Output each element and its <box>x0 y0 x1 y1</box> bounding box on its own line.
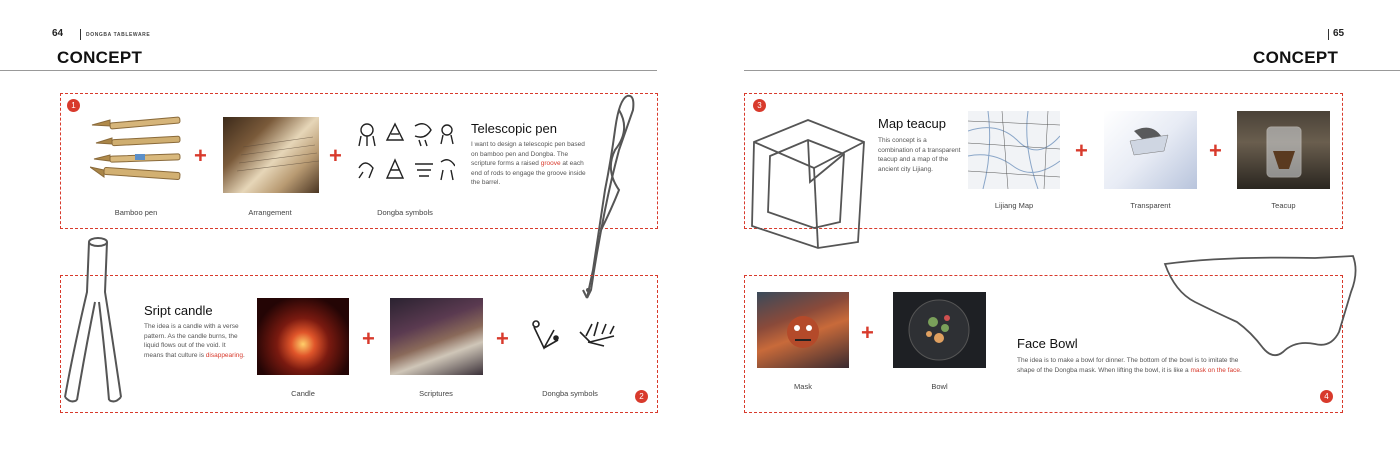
transparent-image <box>1104 111 1197 189</box>
mask-image <box>757 292 849 368</box>
bowl-image <box>893 292 986 368</box>
header-rule-left <box>0 70 657 71</box>
candle-sketch <box>55 232 125 407</box>
caption-bowl: Bowl <box>931 382 948 391</box>
concept-2-badge: 2 <box>635 390 648 403</box>
dongba-symbols-icon <box>355 120 455 190</box>
arrangement-image <box>223 117 319 193</box>
caption-dongba-symbols: Dongba symbols <box>542 389 598 398</box>
pen-band <box>135 154 145 160</box>
caption-mask: Mask <box>794 382 812 391</box>
header-divider <box>80 29 81 40</box>
plus-icon: + <box>1209 138 1222 163</box>
lijiang-map-image <box>968 111 1060 189</box>
concept-1-description: I want to design a telescopic pen based on bamboo pen and Dongba. The scripture forms a raised groove at each end of rods to engage the groove inside the barrel. <box>471 141 586 186</box>
caption-teacup: Teacup <box>1271 201 1296 210</box>
plus-icon: + <box>496 326 509 351</box>
bamboo-pen-image <box>90 112 185 192</box>
caption-bamboo-pen: Bamboo pen <box>114 208 158 217</box>
scriptures-image <box>390 298 483 375</box>
page-number-left: 64 <box>52 28 64 39</box>
plus-icon: + <box>1075 138 1088 163</box>
caption-scriptures: Scriptures <box>419 389 453 398</box>
running-head: DONGBA TABLEWARE <box>86 32 151 38</box>
concept-4-badge: 4 <box>1320 390 1333 403</box>
concept-4-description: The idea is to make a bowl for dinner. The bottom of the bowl is to imitate the shape of the Dongba mask. When lifting the bowl, it is like a mask on the face. <box>1017 357 1242 374</box>
concept-1-badge: 1 <box>67 99 80 112</box>
teacup-image <box>1237 111 1330 189</box>
concept-3-description: This concept is a combination of a transparent teacup and a map of the ancient city Lijiang. <box>878 137 961 173</box>
concept-1-title: Telescopic pen <box>471 121 557 136</box>
concept-2-description: The idea is a candle with a verse pattern. As the candle burns, the liquid flows out of the void. It means that culture is disappearing. <box>144 323 245 359</box>
concept-4-title: Face Bowl <box>1017 336 1078 351</box>
plus-icon: + <box>194 143 207 168</box>
plus-icon: + <box>329 143 342 168</box>
page-title-left: CONCEPT <box>57 48 143 67</box>
caption-lijiang-map: Lijiang Map <box>994 201 1034 210</box>
caption-arrangement: Arrangement <box>248 208 292 217</box>
candle-image <box>257 298 349 375</box>
page-title-right: CONCEPT <box>1253 48 1339 67</box>
concept-3-badge: 3 <box>753 99 766 112</box>
teacup-sketch <box>748 112 868 252</box>
concept-2-title: Sript candle <box>144 303 213 318</box>
caption-candle: Candle <box>291 389 315 398</box>
header-rule-right <box>744 70 1400 71</box>
page-number-right: 65 <box>1333 28 1345 39</box>
concept-3-title: Map teacup <box>878 116 946 131</box>
face-bowl-sketch <box>1155 252 1365 362</box>
plus-icon: + <box>861 320 874 345</box>
dongba-symbols-icon <box>524 318 624 358</box>
header-divider <box>1328 29 1329 40</box>
telescopic-pen-sketch <box>575 90 645 305</box>
caption-transparent: Transparent <box>1130 201 1171 210</box>
caption-dongba-symbols: Dongba symbols <box>377 208 433 217</box>
plus-icon: + <box>362 326 375 351</box>
